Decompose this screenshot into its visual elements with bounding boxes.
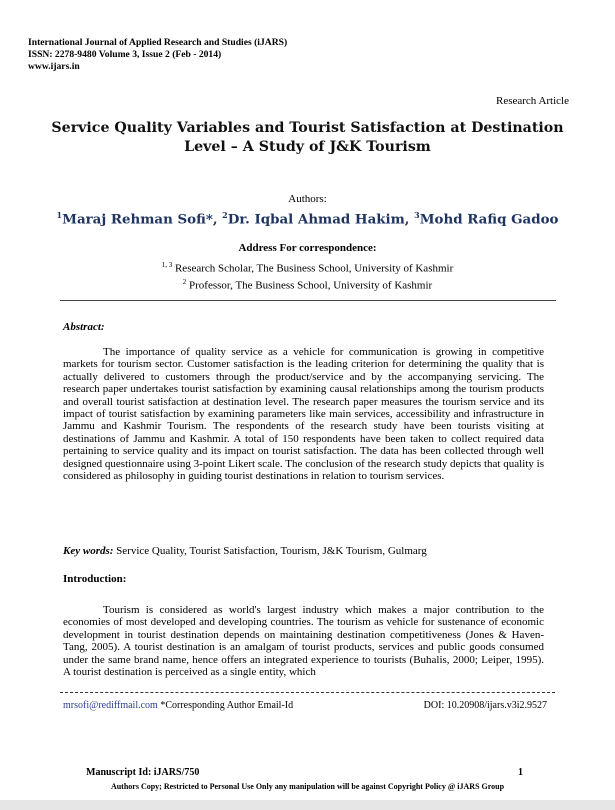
doi: DOI: 10.20908/ijars.v3i2.9527 [423,700,547,711]
introduction-body [63,604,544,678]
affiliation-1-text: Research Scholar, The Business School, University of Kashmir [174,262,454,275]
author-1-marker: 1 [56,210,63,220]
abstract-body [63,346,544,482]
affiliation-2 [0,278,615,292]
affiliation-1 [0,261,615,275]
address-label: Address For correspondence: [238,242,377,254]
keywords-label: Key words: [63,545,114,557]
author-2-name: Dr. Iqbal Ahmad Hakim [227,211,405,228]
author-3-name: Mohd Rafiq Gadoo [419,211,559,228]
affiliation-2-text: Professor, The Business School, University of Kashmir [189,279,433,292]
author-3-marker: 3 [414,210,420,220]
copyright-notice: Authors Copy; Restricted to Personal Use Only any manipulation will be against Copyright Policy @ iJARS Group [110,782,505,791]
journal-issn: ISSN: 2278-9480 Volume 3, Issue 2 (Feb - 2014) [28,49,222,60]
author-separator: , [212,211,223,228]
author-1-name: Maraj Rehman Sofi* [62,211,213,228]
author-list [0,210,615,227]
introduction-heading: Introduction: [63,573,127,585]
affiliation-2-marker: 2 [182,278,187,286]
keywords [63,545,553,557]
author-2-marker: 2 [222,210,228,220]
paper-title [40,119,575,157]
page-number: 1 [518,767,523,778]
journal-website[interactable]: www.ijars.in [28,61,80,72]
authors-label: Authors: [288,193,327,205]
abstract-paragraph: The importance of quality service as a vehicle for communication is growing in competitive markets for tourism sector. Customer satisfaction is the leading criterion for determining the quality that is actually delivered to customers through the product/service and by the accompanying servicing. The research paper undertakes tourist satisfaction by examining causal relationships among the tourism products and overall tourist satisfaction at destination level. The research paper measures the tourism service and its impact of tourist satisfaction by examining parameters like main services, accessibility and infrastructure in Jammu and Kashmir Tourism. The respondents of the research study have been tourists visiting at destinations of Jammu and Kashmir. A total of 150 respondents have been taken to collect required data pertaining to service quality and its impact on tourist satisfaction. The data has been collected through well designed questionnaire using 3-point Likert scale. The conclusion of the research study depicts that quality is considered as philosophy in guiding tourist destinations in relation to tourism services. [63,346,544,483]
manuscript-id: Manuscript Id: iJARS/750 [86,767,200,778]
abstract-heading: Abstract: [63,321,105,333]
keywords-text: Service Quality, Tourist Satisfaction, Tourism, J&K Tourism, Gulmarg [113,545,427,557]
paper-title-line-1: Service Quality Variables and Tourist Satisfaction at Destination [51,120,564,136]
paper-title-line-2: Level – A Study of J&K Tourism [184,139,431,155]
journal-header [28,37,287,73]
footnote-note: *Corresponding Author Email-Id [157,700,294,711]
introduction-paragraph: Tourism is considered as world's largest industry which makes a major contribution to the economies of most developed and developing countries. The tourism as vehicle for sustenance of economic development in tourist destination depends on maintaining destination competitiveness (Jones & Haven-Tang, 2005). A tourist destination is an amalgam of tourist products, services and public goods consumed under the same brand name, hence offers an integrated experience to tourists (Buhalis, 2000; Leiper, 1995). A tourist destination is perceived as a single entity, which [63,604,544,679]
footnote [63,700,547,711]
author-separator: , [404,211,415,228]
affiliation-1-marker: 1, 3 [161,261,173,269]
header-divider [60,300,556,301]
journal-name: International Journal of Applied Research and Studies (iJARS) [28,37,288,48]
article-type: Research Article [496,95,569,107]
author-email-link[interactable]: mrsofi@rediffmail.com [63,700,158,711]
viewer-bottom-edge [0,800,615,810]
footnote-divider [60,692,555,693]
